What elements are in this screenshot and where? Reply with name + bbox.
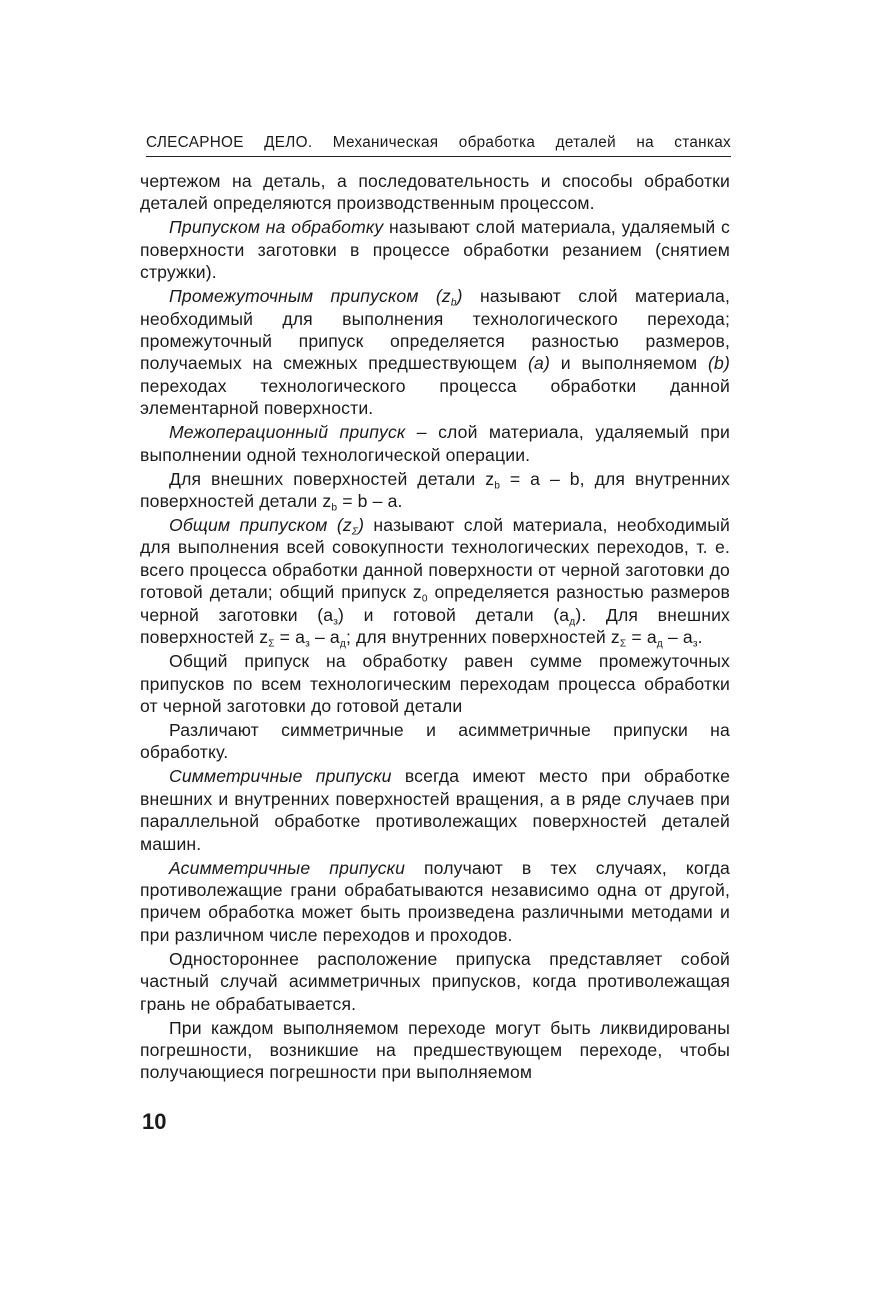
page-body: [140, 170, 730, 1084]
paragraph-intermediate-allowance: Промежуточным припуском $(z_b)$ называют слой материала, необходимый для выполнения технологического перехода; промежуточный припуск определяется разностью размеров, получаемых на смежных предшествующем (a) и выполняемом (b) переходах технологического процесса обработки данной элементарной поверхности.: [140, 286, 730, 419]
paragraph-formulas: Для внешних поверхностей детали $z_b = a - b$, для внутренних поверхностей детали $z_b = b - a$.: [140, 468, 730, 514]
defined-term: Общим припуском $(z_\Sigma)$: [169, 515, 365, 538]
paragraph-interoperational-allowance: Межоперационный припуск – слой материала, удаляемый при выполнении одной технологической операции.: [140, 422, 730, 465]
defined-term: Симметричные припуски: [169, 766, 392, 787]
paragraph-one-sided: Одностороннее расположение припуска представляет собой частный случай асимметричных припусков, когда противолежащая грань не обрабатывается.: [140, 948, 730, 1014]
defined-term: Асимметричные припуски: [169, 857, 406, 878]
defined-term: Межоперационный припуск: [169, 422, 406, 443]
paragraph-continuation: чертежом на деталь, а последовательность и способы обработки деталей определяются производственным процессом.: [140, 171, 730, 214]
running-header: СЛЕСАРНОЕ ДЕЛО. Механическая обработка деталей на станках: [146, 133, 731, 157]
paragraph-errors: При каждом выполняемом переходе могут быть ликвидированы погрешности, возникшие на предшествующем переходе, чтобы получающиеся погрешности при выполняемом: [140, 1017, 730, 1083]
page-number: 10: [142, 1109, 167, 1134]
paragraph-allowance-definition: Припуском на обработку называют слой материала, удаляемый с поверхности заготовки в процессе обработки резанием (снятием стружки).: [140, 217, 730, 283]
paragraph-total-sum: Общий припуск на обработку равен сумме промежуточных припусков по всем технологическим переходам процесса обработки от черной заготовки до готовой детали: [140, 651, 730, 716]
defined-term: Промежуточным припуском $(z_b)$: [169, 286, 463, 309]
defined-term: Припуском на обработку: [169, 217, 384, 238]
paragraph-symmetric: Симметричные припуски всегда имеют место при обработке внешних и внутренних поверхностей вращения, а в ряде случаев при параллельной обработке противолежащих поверхностей деталей машин.: [140, 766, 730, 854]
paragraph-total-allowance: Общим припуском $(z_\Sigma)$ называют слой материала, необходимый для выполнения всей совокупности технологических переходов, т. е. всего процесса обработки данной поверхности от черной заготовки до готовой детали; общий припуск $z_0$ определяется разностью размеров черной заготовки $(a_з)$ и готовой детали $(a_д)$. Для внешних поверхностей $z_\Sigma = a_з - a_д$; для внутренних поверхностей $z_\Sigma = a_д - a_з$.: [140, 515, 731, 650]
paragraph-asymmetric: Асимметричные припуски получают в тех случаях, когда противолежащие грани обрабатываются независимо одна от другой, причем обработка может быть произведена различными методами и при различном числе переходов и проходов.: [140, 857, 730, 945]
paragraph-types: Различают симметричные и асимметричные припуски на обработку.: [140, 719, 730, 763]
